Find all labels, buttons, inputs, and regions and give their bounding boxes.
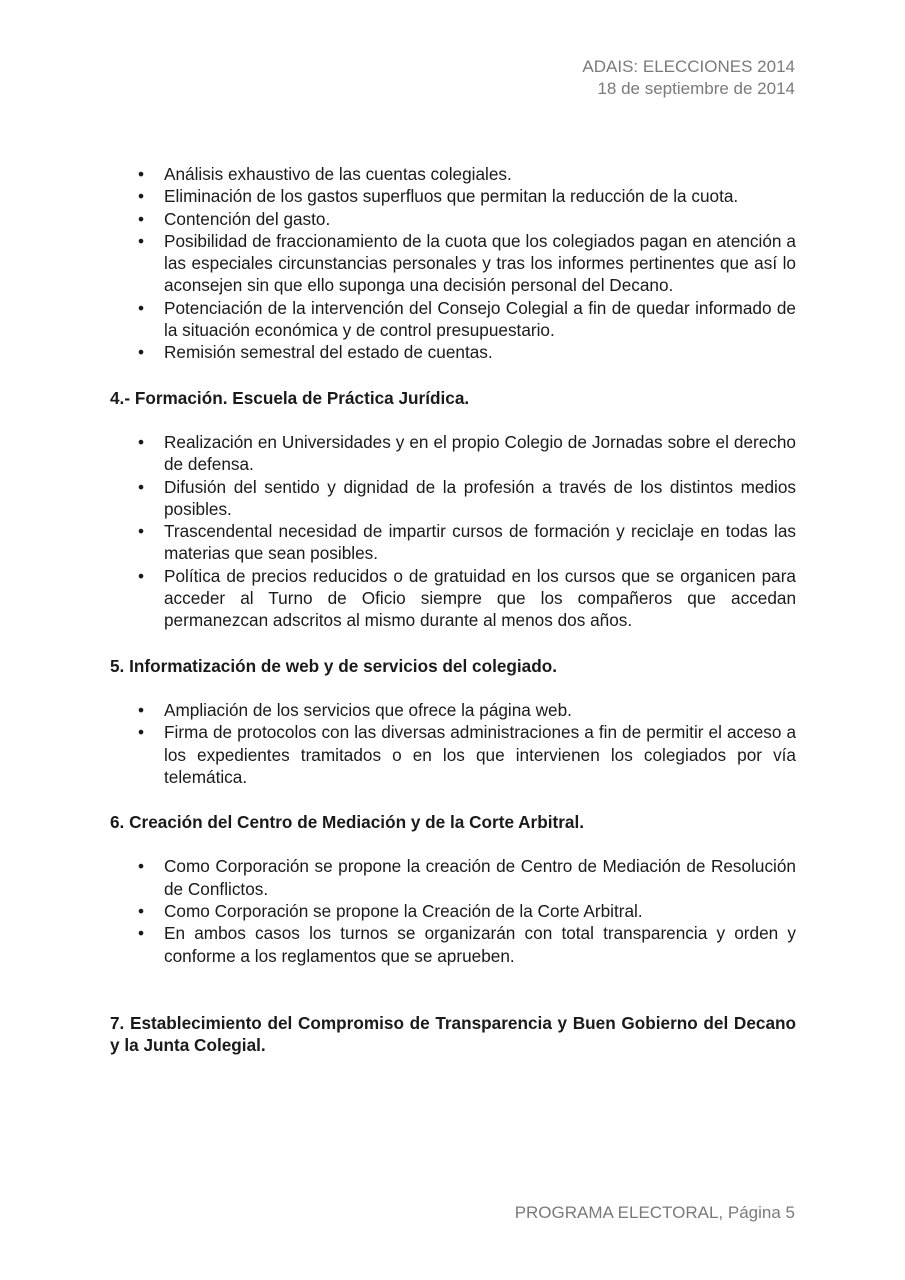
list-item: • Trascendental necesidad de impartir cursos de formación y reciclaje en todas las materias que sean posibles.	[138, 521, 796, 564]
section-6-heading: 6. Creación del Centro de Mediación y de la Corte Arbitral.	[110, 812, 585, 833]
list-item: • Realización en Universidades y en el propio Colegio de Jornadas sobre el derecho de defensa.	[138, 431, 796, 475]
list-item: • Remisión semestral del estado de cuentas.	[138, 342, 493, 363]
list-item: • Como Corporación se propone la Creación de la Corte Arbitral.	[138, 901, 643, 922]
header-title: ADAIS: ELECCIONES 2014	[582, 57, 795, 76]
list-item: • Política de precios reducidos o de gratuidad en los cursos que se organicen para acceder al Turno de Oficio siempre que los compañeros que accedan permanezcan adscritos al mismo durante al menos dos años.	[138, 565, 796, 631]
section-4-list	[110, 431, 796, 632]
bullet-icon: •	[138, 208, 145, 229]
bullet-icon: •	[138, 521, 145, 542]
list-item: • Eliminación de los gastos superfluos que permitan la reducción de la cuota.	[138, 186, 739, 207]
section-7-heading: 7. Establecimiento del Compromiso de Transparencia y Buen Gobierno del Decano y la Junta Colegial.	[110, 1012, 796, 1056]
bullet-icon: •	[138, 565, 145, 586]
bullet-icon: •	[138, 901, 145, 922]
list-item: • Posibilidad de fraccionamiento de la cuota que los colegiados pagan en atención a las especiales circunstancias personales y tras los informes pertinentes que así lo aconsejen sin que ello suponga una decisión personal del Decano.	[138, 230, 796, 296]
header-date: 18 de septiembre de 2014	[597, 79, 795, 98]
page-header	[582, 56, 795, 100]
list-item: • Como Corporación se propone la creación de Centro de Mediación de Resolución de Conflictos.	[138, 856, 796, 899]
bullet-icon: •	[138, 186, 145, 207]
list-item: • Contención del gasto.	[138, 208, 331, 229]
section-5-list	[110, 699, 796, 788]
list-item: • Firma de protocolos con las diversas administraciones a fin de permitir el acceso a los expedientes tramitados o en los que intervienen los colegiados por vía telemática.	[138, 722, 796, 787]
bullet-icon: •	[138, 297, 145, 318]
page-footer: PROGRAMA ELECTORAL, Página 5	[514, 1203, 795, 1222]
list-item: • En ambos casos los turnos se organizarán con total transparencia y orden y conforme a los reglamentos que se aprueben.	[138, 923, 796, 966]
bullet-icon: •	[138, 230, 145, 251]
bullet-icon: •	[138, 342, 145, 363]
section-4-heading: 4.- Formación. Escuela de Práctica Jurídica.	[110, 387, 470, 408]
bullet-icon: •	[138, 699, 145, 720]
bullet-icon: •	[138, 722, 145, 743]
document-body	[110, 163, 796, 1057]
bullet-icon: •	[138, 476, 145, 497]
bullet-icon: •	[138, 431, 145, 452]
list-item: • Análisis exhaustivo de las cuentas colegiales.	[138, 164, 512, 184]
intro-list	[110, 163, 796, 364]
list-item: • Ampliación de los servicios que ofrece la página web.	[138, 699, 572, 720]
bullet-icon: •	[138, 164, 145, 184]
list-item: • Difusión del sentido y dignidad de la profesión a través de los distintos medios posibles.	[138, 476, 796, 519]
list-item: • Potenciación de la intervención del Consejo Colegial a fin de quedar informado de la situación económica y de control presupuestario.	[138, 297, 796, 341]
bullet-icon: •	[138, 856, 145, 877]
section-6-list	[110, 855, 796, 966]
section-5-heading: 5. Informatización de web y de servicios del colegiado.	[110, 655, 558, 676]
bullet-icon: •	[138, 923, 145, 944]
